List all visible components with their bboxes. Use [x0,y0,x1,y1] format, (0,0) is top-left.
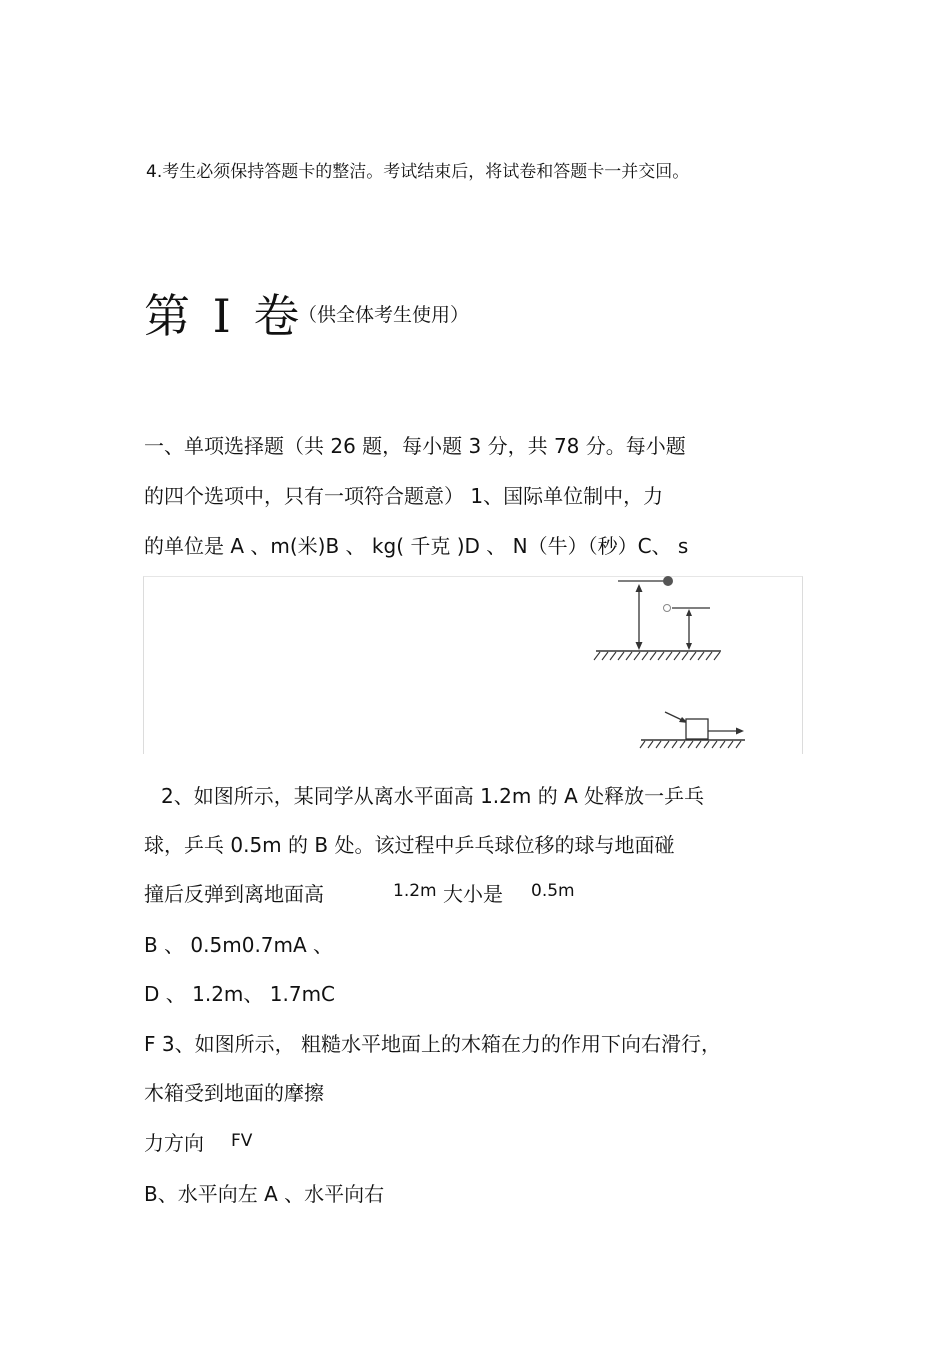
question-2-options-d: D 、 1.2m、 1.7mC [144,982,336,1006]
part1-instruction-line-1: 一、单项选择题（共 26 题，每小题 3 分，共 78 分。每小题 [144,434,686,458]
section-subtitle: （供全体考生使用） [298,304,470,326]
question-2-value-1: 1.2m [393,881,437,901]
ball-at-b [664,605,671,612]
question-3-options: B、水平向左 A 、水平向右 [144,1182,385,1206]
question-3-fv-label: FV [231,1131,253,1151]
question-2-value-2: 0.5m [531,881,575,901]
question-3-line-1: F 3、如图所示， 粗糙水平地面上的木箱在力的作用下向右滑行， [144,1032,721,1056]
question-1-options: 的单位是 A 、m(米)B 、 kg( 千克 )D 、 N（牛）（秒）C、 s [144,534,689,558]
question-3-line-2: 木箱受到地面的摩擦 [144,1081,324,1105]
wooden-box [686,719,708,739]
section-title: 第 I 卷 [144,289,304,343]
question-2-line-2: 球，乒乓 0.5m 的 B 处。该过程中乒乓球位移的球与地面碰 [144,833,675,857]
question-2-line-3: 撞后反弹到离地面高 [144,882,324,906]
question-2-line-3-tail: 大小是 [443,882,503,906]
part1-instruction-line-2: 的四个选项中，只有一项符合题意） 1、国际单位制中，力 [144,484,664,508]
question-2-line-1: 2、如图所示，某同学从离水平面高 1.2m 的 A 处释放一乒乓 [161,784,705,808]
exam-notice: 4.考生必须保持答题卡的整洁。考试结束后，将试卷和答题卡一并交回。 [146,162,690,182]
ball-at-a [663,576,673,586]
question-2-options-b: B 、 0.5m0.7mA 、 [144,933,334,957]
question-3-line-3: 力方向 [144,1131,204,1155]
box-force-figure [640,712,745,748]
ball-drop-figure [594,576,721,660]
